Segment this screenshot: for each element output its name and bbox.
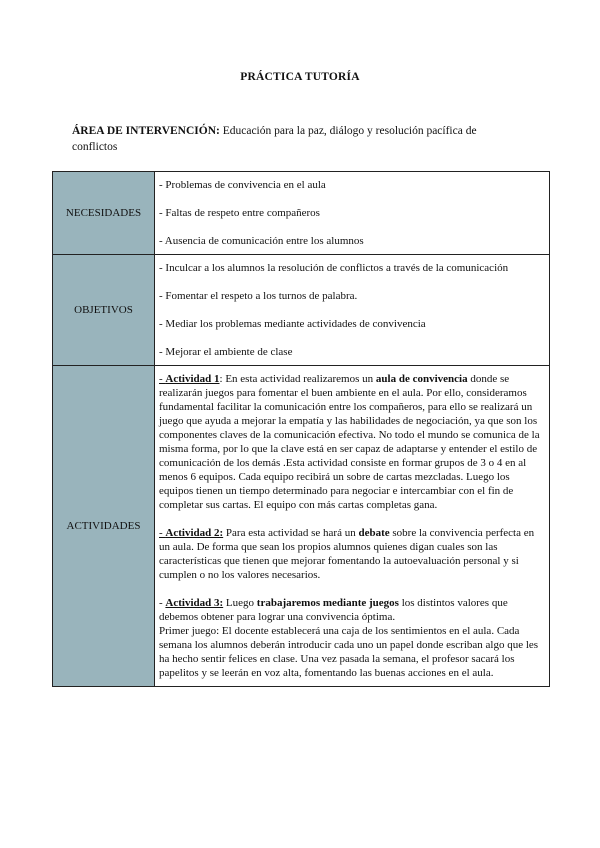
- activity-3: - Actividad 3: Luego trabajaremos mediante juegos los distintos valores que debemos obtener para lograr una convivencia óptima.: [159, 597, 508, 623]
- tutoring-table: [52, 171, 550, 687]
- area-label: ÁREA DE INTERVENCIÓN:: [72, 125, 220, 137]
- activity-3-highlight: trabajaremos mediante juegos: [256, 597, 399, 609]
- row-actividades: [53, 366, 550, 687]
- activity-1: - Actividad 1: En esta actividad realizaremos un aula de convivencia donde se realizarán juegos para fomentar el buen ambiente en el aula. Por ello, consideramos fundamental facilitar la comunicación entre los compañeros, para ello se realizará un juego que ayuda a mejorar la empatía y las habilidades de negociación, ya que son los componentes claves de la comunicación efectiva. No todo el mundo se comunica de la misma forma, por lo que la clave está en ser capaz de adaptarse y entender el estilo de comunicación de los demás .Esta actividad consiste en formar grupos de 3 o 4 en al menos 6 equipos. Cada equipo recibirá un sobre de cartas mezcladas. Luego los equipos tienen un tiempo determinado para negociar e intercambiar con el fin de completar sus cartas. El equipo con más cartas completas gana.: [159, 373, 540, 511]
- necesidad-item: - Faltas de respeto entre compañeros: [159, 207, 320, 219]
- activity-3-game: Primer juego: El docente establecerá una caja de los sentimientos en el aula. Cada semana los alumnos deberán introducir cada uno un papel donde escriban algo que les ha hecho sentir felices en clase. Una vez pasada la semana, el profesor sacará los papelitos y se leerán en voz alta, fomentando las buenas acciones en el aula.: [159, 625, 539, 679]
- row-necesidades: [53, 172, 550, 255]
- content-actividades: [155, 366, 550, 687]
- content-objetivos: [155, 255, 550, 366]
- content-necesidades: [155, 172, 550, 255]
- row-objetivos: [53, 255, 550, 366]
- necesidad-item: - Ausencia de comunicación entre los alumnos: [159, 235, 364, 247]
- label-actividades: ACTIVIDADES: [53, 366, 155, 687]
- area-text: Educación para la paz, diálogo y resolución pacífica de conflictos: [72, 125, 477, 153]
- activity-2: - Actividad 2: Para esta actividad se hará un debate sobre la convivencia perfecta en un aula. De forma que sean los propios alumnos quienes digan cuales son las características que tienen que mejorar fomentando la autoevaluación personal y si cumplen o no los valores necesarios.: [159, 527, 535, 581]
- objetivo-item: - Fomentar el respeto a los turnos de palabra.: [159, 290, 358, 302]
- objetivo-item: - Mediar los problemas mediante actividades de convivencia: [159, 318, 426, 330]
- objetivo-item: - Mejorar el ambiente de clase: [159, 346, 293, 358]
- activity-2-name: Actividad 2:: [165, 527, 224, 539]
- label-objetivos: OBJETIVOS: [53, 255, 155, 366]
- objetivo-item: - Inculcar a los alumnos la resolución de conflictos a través de la comunicación: [159, 262, 509, 274]
- activity-3-name: Actividad 3:: [165, 597, 224, 609]
- page-title: PRÁCTICA TUTORÍA: [240, 71, 360, 83]
- activity-2-highlight: debate: [358, 527, 390, 539]
- intervention-area: [72, 123, 522, 155]
- activity-1-name: Actividad 1: [165, 373, 220, 385]
- label-necesidades: NECESIDADES: [53, 172, 155, 255]
- activity-1-highlight: aula de convivencia: [375, 373, 468, 385]
- necesidad-item: - Problemas de convivencia en el aula: [159, 179, 326, 191]
